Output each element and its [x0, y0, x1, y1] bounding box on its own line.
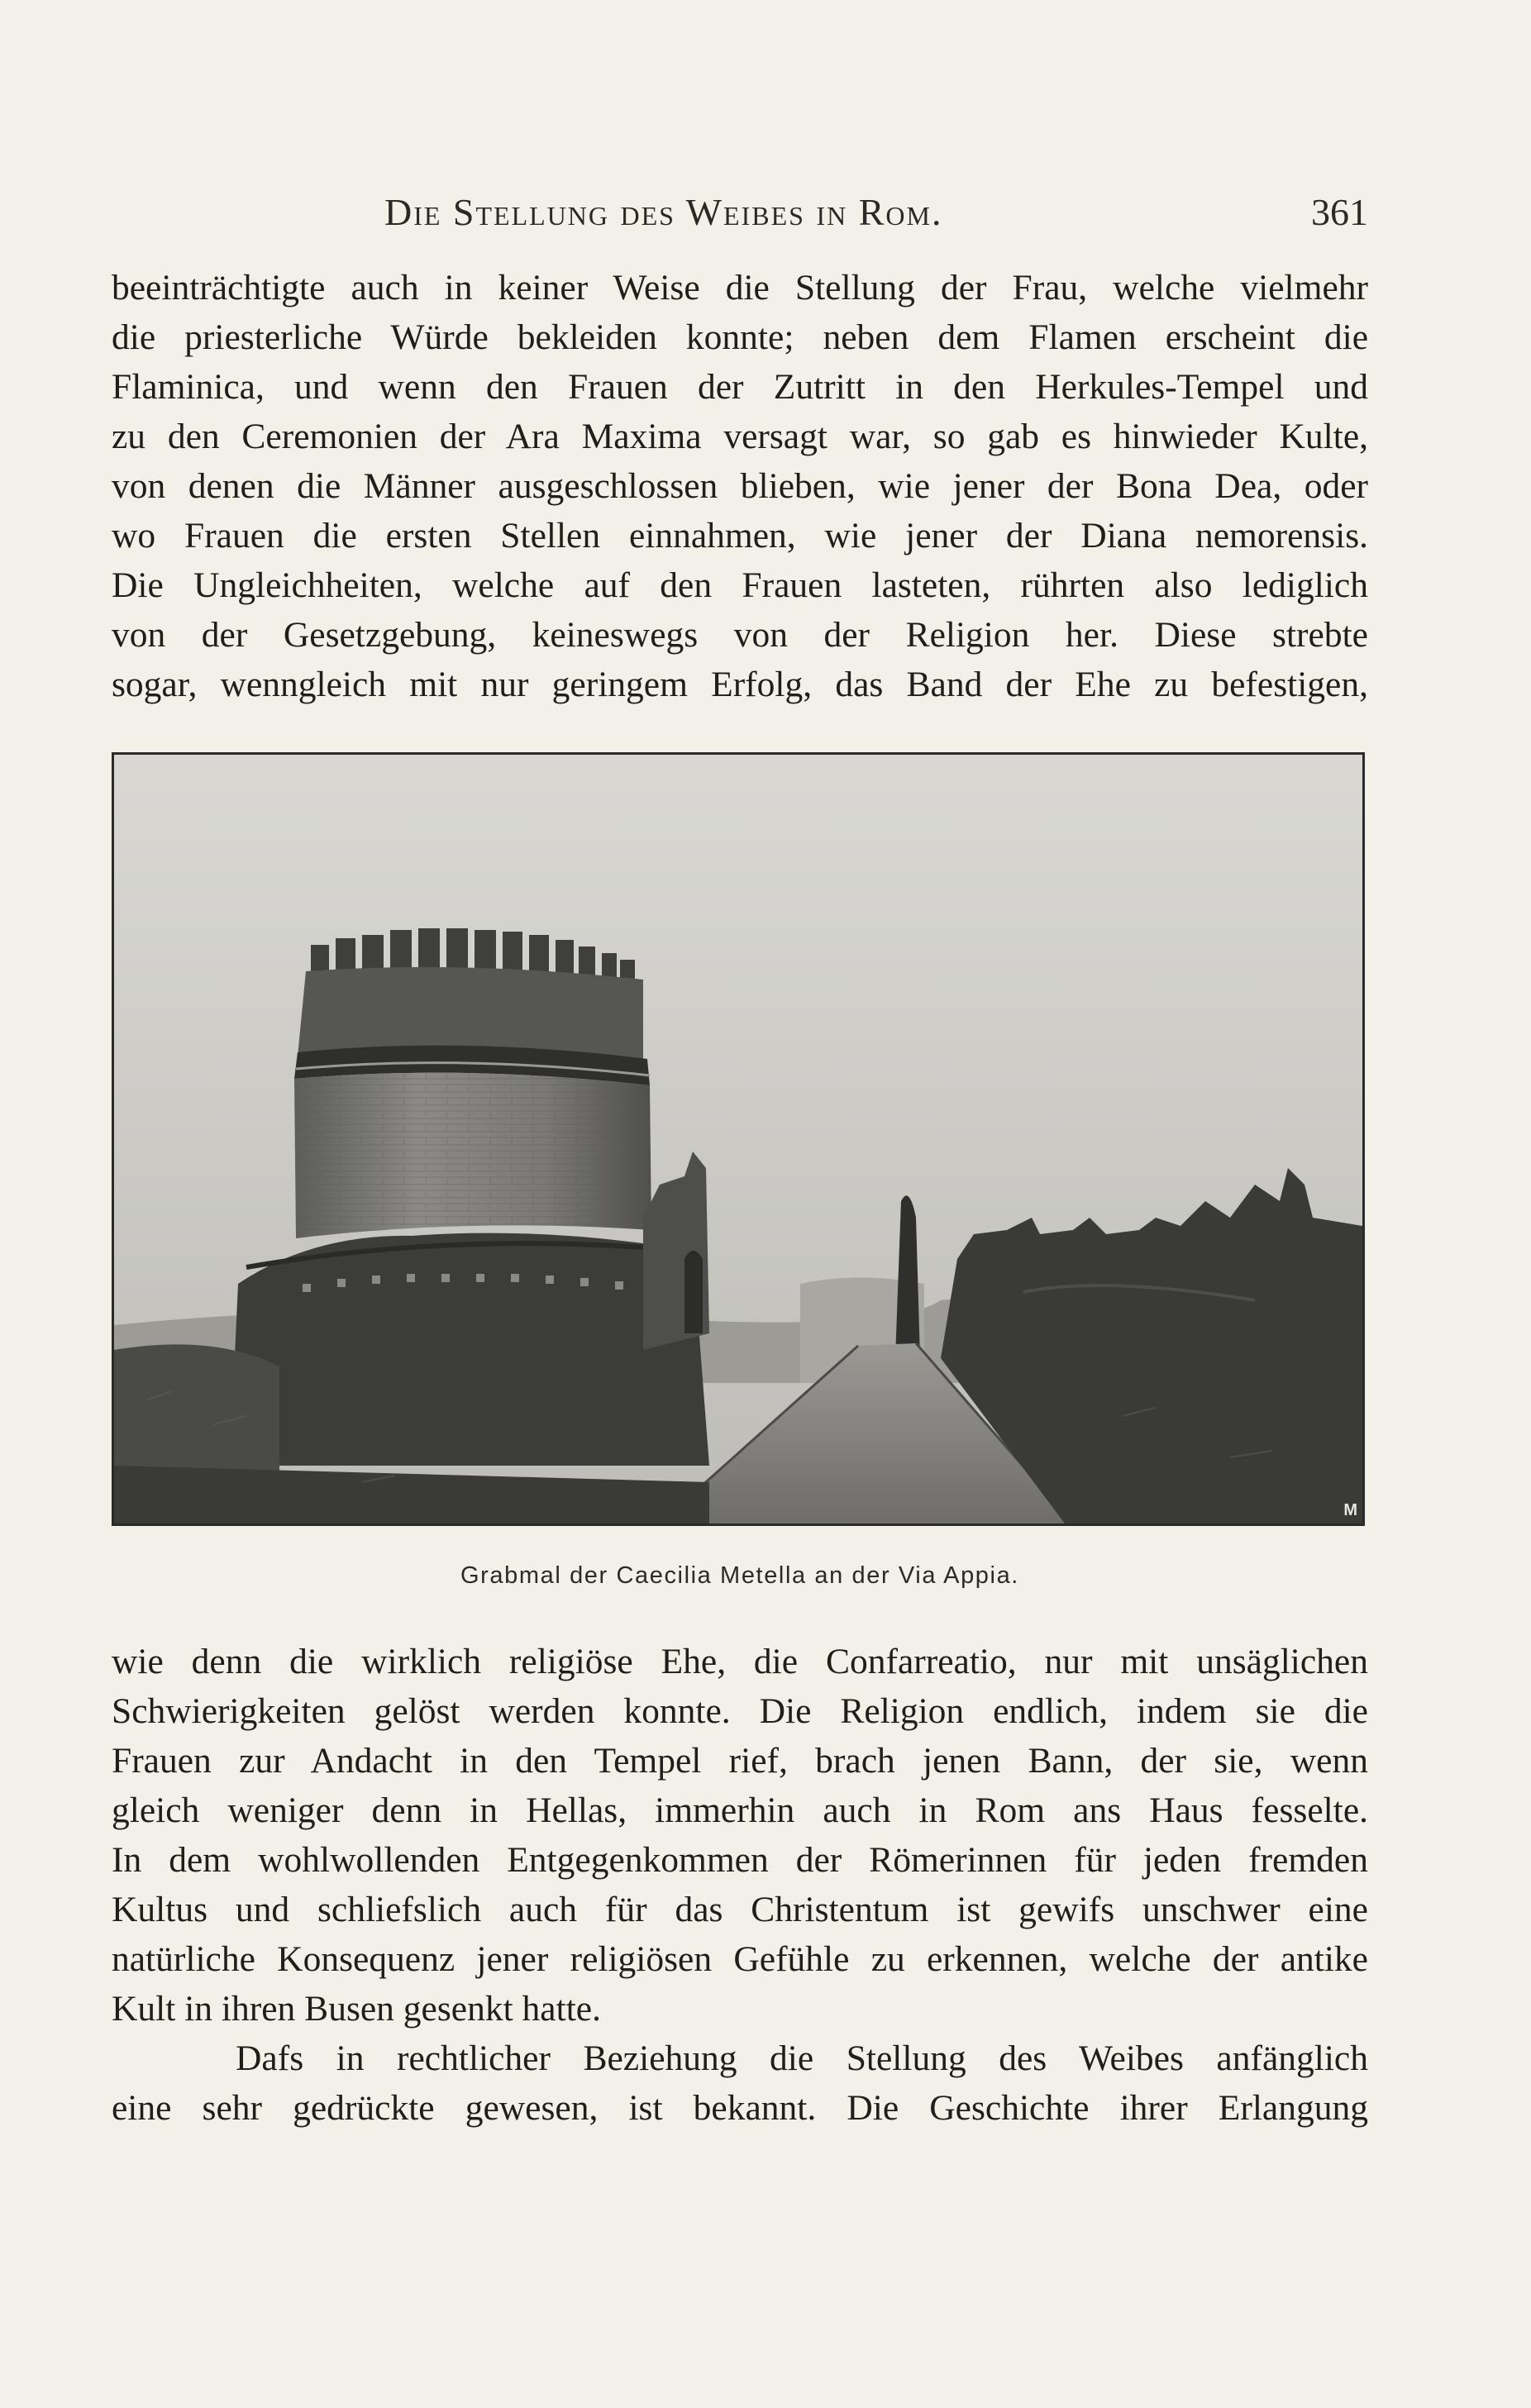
text-line: Kultus und schliefslich auch für das Christentum ist gewifs unschwer eine — [112, 1890, 1368, 1929]
text-line: gleich weniger denn in Hellas, immerhin auch in Rom ans Haus fesselte. — [112, 1791, 1368, 1830]
running-title: Die Stellung des Weibes in Rom. — [384, 191, 943, 233]
text-line: Frauen zur Andacht in den Tempel rief, brach jenen Bann, der sie, wenn — [112, 1741, 1368, 1781]
page-number: 361 — [1311, 191, 1368, 233]
engraver-mark: M — [1343, 1501, 1357, 1519]
text-line: sogar, wenngleich mit nur geringem Erfolg, das Band der Ehe zu befestigen, — [112, 665, 1368, 704]
text-line: von der Gesetzgebung, keineswegs von der Religion her. Diese strebte — [112, 615, 1368, 655]
text-line: beeinträchtigte auch in keiner Weise die Stellung der Frau, welche vielmehr — [112, 268, 1368, 308]
text-line: eine sehr gedrückte gewesen, ist bekannt. Die Geschichte ihrer Erlangung — [112, 2088, 1368, 2128]
text-block-after-figure — [112, 1637, 1368, 2133]
text-line: zu den Ceremonien der Ara Maxima versagt war, so gab es hinwieder Kulte, — [112, 417, 1368, 456]
text-line: Schwierigkeiten gelöst werden konnte. Die Religion endlich, indem sie die — [112, 1691, 1368, 1731]
running-head — [112, 190, 1368, 248]
figure-caption: Grabmal der Caecilia Metella an der Via Appia. — [460, 1562, 1019, 1589]
text-line: natürliche Konsequenz jener religiösen Gefühle zu erkennen, welche der antike — [112, 1939, 1368, 1979]
text-line: Die Ungleichheiten, welche auf den Frauen lasteten, rührten also lediglich — [112, 565, 1368, 605]
text-line: wo Frauen die ersten Stellen einnahmen, wie jener der Diana nemorensis. — [112, 516, 1368, 556]
text-block-before-figure — [112, 263, 1368, 709]
text-line: Flaminica, und wenn den Frauen der Zutritt in den Herkules-Tempel und — [112, 367, 1368, 407]
figure-photograph — [112, 752, 1365, 1526]
text-line: Dafs in rechtlicher Beziehung die Stellung des Weibes anfänglich — [236, 2038, 1368, 2078]
text-line: wie denn die wirklich religiöse Ehe, die Confarreatio, nur mit unsäglichen — [112, 1642, 1368, 1681]
text-line: Kult in ihren Busen gesenkt hatte. — [112, 1989, 601, 2029]
tomb-illustration — [114, 755, 1362, 1523]
text-line: die priesterliche Würde bekleiden konnte; neben dem Flamen erscheint die — [112, 317, 1368, 357]
text-line: von denen die Männer ausgeschlossen blieben, wie jener der Bona Dea, oder — [112, 466, 1368, 506]
text-line: In dem wohlwollenden Entgegenkommen der Römerinnen für jeden fremden — [112, 1840, 1368, 1880]
